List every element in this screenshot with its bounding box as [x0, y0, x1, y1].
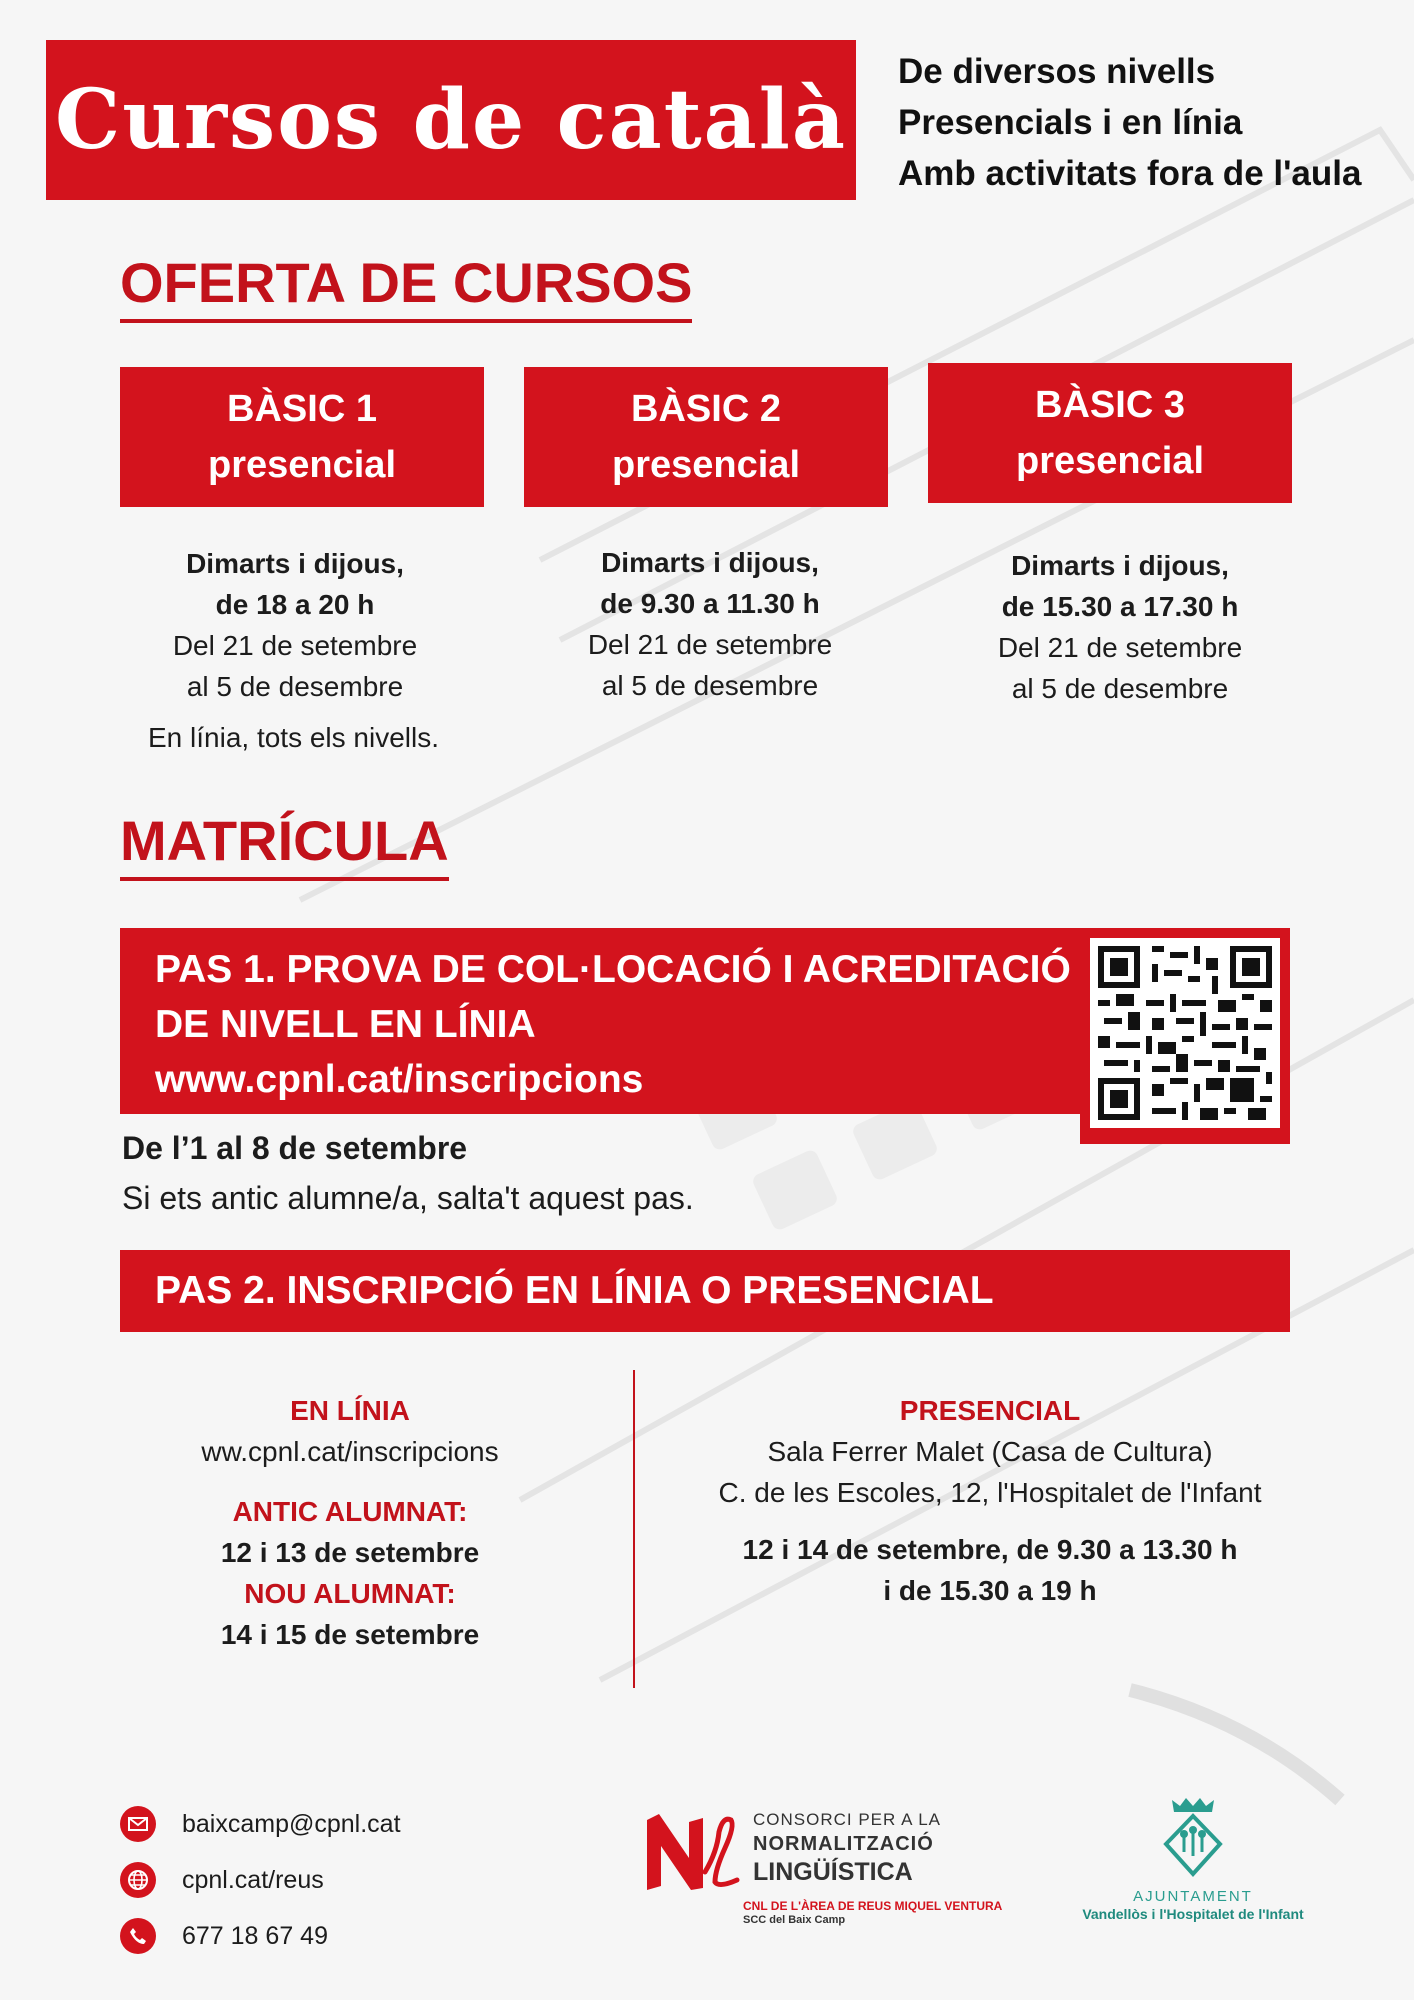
phone-icon	[120, 1918, 156, 1954]
course-hours: de 15.30 a 17.30 h	[1001, 591, 1239, 622]
phone-text[interactable]: 677 18 67 49	[182, 1921, 328, 1950]
course-mode: presencial	[208, 444, 396, 486]
online-enrolment-column	[140, 1390, 560, 1655]
course-name: BÀSIC 3	[1035, 384, 1185, 426]
ajuntament-line2: Vandellòs i l'Hospitalet de l'Infant	[1082, 1906, 1304, 1922]
step1-title-line1: PAS 1. PROVA DE COL·LOCACIÓ I ACREDITACIÓ	[155, 948, 1071, 991]
cpnl-logo-sub2: SCC del Baix Camp	[743, 1914, 846, 1926]
course-hours: de 9.30 a 11.30 h	[600, 588, 820, 619]
course-start: Del 21 de setembre	[172, 630, 418, 661]
step2-title: PAS 2. INSCRIPCIÓ EN LÍNIA O PRESENCIAL	[155, 1269, 994, 1312]
cpnl-logo-line1: CONSORCI PER A LA	[753, 1810, 941, 1829]
step1-title-line2: DE NIVELL EN LÍNIA	[155, 1003, 536, 1046]
tagline-list	[898, 46, 1398, 199]
cpnl-logo-mark-icon	[645, 1812, 745, 1892]
new-students-dates: 14 i 15 de setembre	[220, 1619, 480, 1650]
cpnl-logo	[645, 1808, 1045, 1928]
cpnl-logo-sub1: CNL DE L'ÀREA DE REUS MIQUEL VENTURA	[743, 1899, 1003, 1913]
course-schedule-basic-3	[930, 545, 1310, 709]
step1-text	[155, 942, 1071, 1107]
course-card-basic-2	[524, 367, 888, 507]
new-students-label: NOU ALUMNAT:	[244, 1578, 456, 1609]
in-person-enrolment-column	[690, 1390, 1290, 1611]
course-days: Dimarts i dijous,	[601, 547, 819, 578]
tagline-item: De diversos nivells	[898, 52, 1216, 91]
ajuntament-logo	[1078, 1796, 1308, 1926]
course-days: Dimarts i dijous,	[186, 548, 404, 579]
crest-icon	[1160, 1796, 1226, 1878]
step1-dates: De l’1 al 8 de setembre	[122, 1130, 468, 1166]
cpnl-logo-line3: LINGÜÍSTICA	[753, 1858, 913, 1886]
section-heading-enrolment: MATRÍCULA	[120, 808, 449, 881]
cpnl-logo-line2: NORMALITZACIÓ	[753, 1833, 934, 1855]
step1-note: Si ets antic alumne/a, salta't aquest pas.	[122, 1180, 694, 1216]
course-mode: presencial	[612, 444, 800, 486]
title-banner	[46, 40, 856, 200]
course-name: BÀSIC 1	[227, 388, 377, 430]
in-person-schedule: 12 i 14 de setembre, de 9.30 a 13.30 h	[742, 1534, 1238, 1565]
tagline-item: Presencials i en línia	[898, 103, 1243, 142]
former-students-label: ANTIC ALUMNAT:	[232, 1496, 468, 1527]
step1-link[interactable]: www.cpnl.cat/inscripcions	[155, 1058, 644, 1101]
course-card-basic-1	[120, 367, 484, 507]
contact-phone[interactable]	[120, 1918, 328, 1954]
section-heading-offer: OFERTA DE CURSOS	[120, 250, 692, 323]
globe-icon	[120, 1862, 156, 1898]
in-person-schedule-afternoon: i de 15.30 a 19 h	[883, 1575, 1097, 1606]
online-url[interactable]: ww.cpnl.cat/inscripcions	[201, 1436, 499, 1467]
online-label: EN LÍNIA	[290, 1395, 410, 1426]
course-name: BÀSIC 2	[631, 388, 781, 430]
email-text[interactable]: baixcamp@cpnl.cat	[182, 1809, 401, 1838]
course-days: Dimarts i dijous,	[1011, 550, 1229, 581]
email-icon	[120, 1806, 156, 1842]
course-card-basic-3	[928, 363, 1292, 503]
course-start: Del 21 de setembre	[587, 629, 833, 660]
contact-email[interactable]	[120, 1806, 401, 1842]
online-note: En línia, tots els nivells.	[148, 722, 440, 753]
in-person-place: Sala Ferrer Malet (Casa de Cultura)	[767, 1436, 1213, 1467]
course-mode: presencial	[1016, 440, 1204, 482]
course-schedule-basic-2	[520, 542, 900, 706]
qr-code-icon[interactable]	[1090, 938, 1280, 1128]
contact-web[interactable]	[120, 1862, 324, 1898]
in-person-address: C. de les Escoles, 12, l'Hospitalet de l'Infant	[718, 1477, 1262, 1508]
in-person-label: PRESENCIAL	[899, 1395, 1081, 1426]
step2-banner	[120, 1250, 1290, 1332]
course-start: Del 21 de setembre	[997, 632, 1243, 663]
ajuntament-line1: AJUNTAMENT	[1133, 1888, 1253, 1905]
web-text[interactable]: cpnl.cat/reus	[182, 1865, 324, 1894]
tagline-item: Amb activitats fora de l'aula	[898, 154, 1362, 193]
course-hours: de 18 a 20 h	[215, 589, 375, 620]
page-title: Cursos de català	[54, 72, 848, 168]
course-end: al 5 de desembre	[1011, 673, 1229, 704]
column-divider	[633, 1370, 635, 1688]
course-end: al 5 de desembre	[601, 670, 819, 701]
course-end: al 5 de desembre	[186, 671, 404, 702]
former-students-dates: 12 i 13 de setembre	[220, 1537, 480, 1568]
course-schedule-basic-1	[105, 543, 485, 707]
